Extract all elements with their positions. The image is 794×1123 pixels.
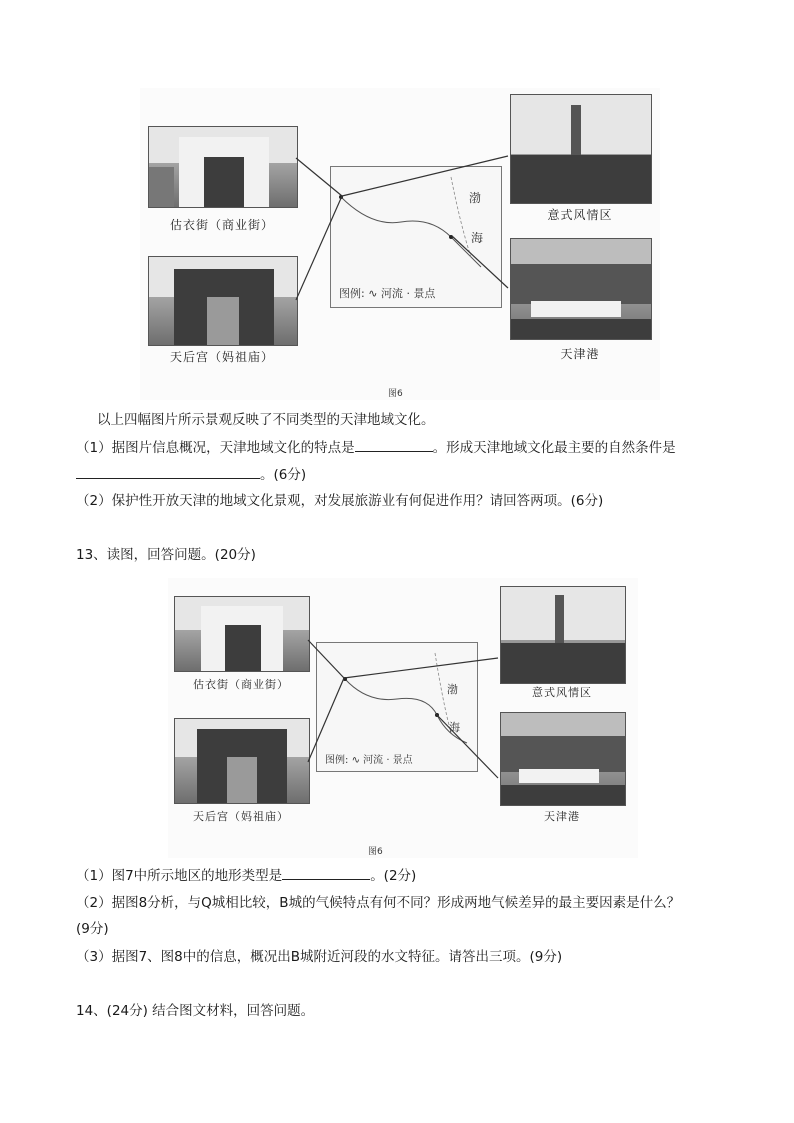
- legend-prefix-2: 图例:: [325, 755, 349, 766]
- answer-blank-feature[interactable]: [355, 437, 433, 452]
- section13-q3: （3）据图7、图8中的信息，概况出B城附近河段的水文特征。请答出三项。(9分): [76, 949, 563, 965]
- figure-label-2: 图6: [368, 847, 383, 857]
- caption-temple-2: 天后宫（妈祖庙）: [193, 810, 289, 823]
- section14-title: 14、(24分) 结合图文材料，回答问题。: [76, 1003, 315, 1019]
- caption-port: 天津港: [560, 347, 600, 361]
- sea-label-2b: 海: [449, 721, 460, 734]
- legend-river-icon-2: ∿: [351, 755, 364, 766]
- caption-port-2: 天津港: [544, 810, 580, 823]
- photo-tianjin-port-2: [500, 712, 626, 806]
- s13-q1-text-a: （1）图7中所示地区的地形类型是: [76, 868, 283, 884]
- section13-q2-line1: （2）据图8分析，与Q城相比较，B城的气候特点有何不同？形成两地气候差异的最主要因素是什么？: [76, 895, 681, 911]
- figure-6-bottom: [168, 578, 638, 858]
- section13-q2-line2: (9分): [76, 921, 109, 937]
- figure-label: 图6: [388, 389, 403, 399]
- photo-italian-district: [510, 94, 652, 204]
- legend-point-icon-2: ·: [386, 755, 393, 766]
- q1-text-a: （1）据图片信息概况，天津地域文化的特点是: [76, 440, 355, 456]
- figure-6-top: [140, 88, 660, 400]
- sea-label-2: 海: [471, 231, 484, 245]
- legend-river-icon: ∿: [368, 287, 381, 300]
- caption-street-2: 估衣街（商业街）: [193, 678, 289, 691]
- section12-q1-line1: [76, 437, 676, 458]
- caption-italian: 意式风情区: [547, 208, 613, 222]
- answer-blank-condition[interactable]: [76, 464, 260, 479]
- legend-point-icon: ·: [406, 287, 414, 300]
- q1-text-c: 。(6分): [260, 467, 307, 483]
- photo-italian-district-2: [500, 586, 626, 684]
- legend-river: 河流: [380, 287, 403, 300]
- legend-point-2: 景点: [392, 755, 413, 766]
- photo-tianjin-port: [510, 238, 652, 340]
- legend-prefix: 图例:: [339, 287, 365, 300]
- caption-temple: 天后宫（妈祖庙）: [169, 350, 274, 364]
- sea-label-1: 渤: [469, 191, 482, 205]
- s13-q1-text-b: 。(2分): [370, 868, 417, 884]
- section12-intro: 以上四幅图片所示景观反映了不同类型的天津地域文化。: [97, 412, 435, 428]
- section13-q1: [76, 865, 416, 886]
- q1-text-b: 。形成天津地域文化最主要的自然条件是: [432, 440, 676, 456]
- sea-label-2a: 渤: [447, 683, 458, 696]
- legend-river-2: 河流: [363, 755, 384, 766]
- answer-blank-terrain[interactable]: [282, 865, 370, 880]
- section12-q2: （2）保护性开放天津的地域文化景观，对发展旅游业有何促进作用？请回答两项。(6分): [76, 493, 604, 509]
- caption-italian-2: 意式风情区: [532, 686, 592, 699]
- section12-q1-line2: [76, 464, 306, 485]
- legend-point: 景点: [413, 287, 436, 300]
- section13-title: 13、读图，回答问题。(20分): [76, 547, 256, 563]
- caption-street: 估衣街（商业街）: [169, 218, 274, 232]
